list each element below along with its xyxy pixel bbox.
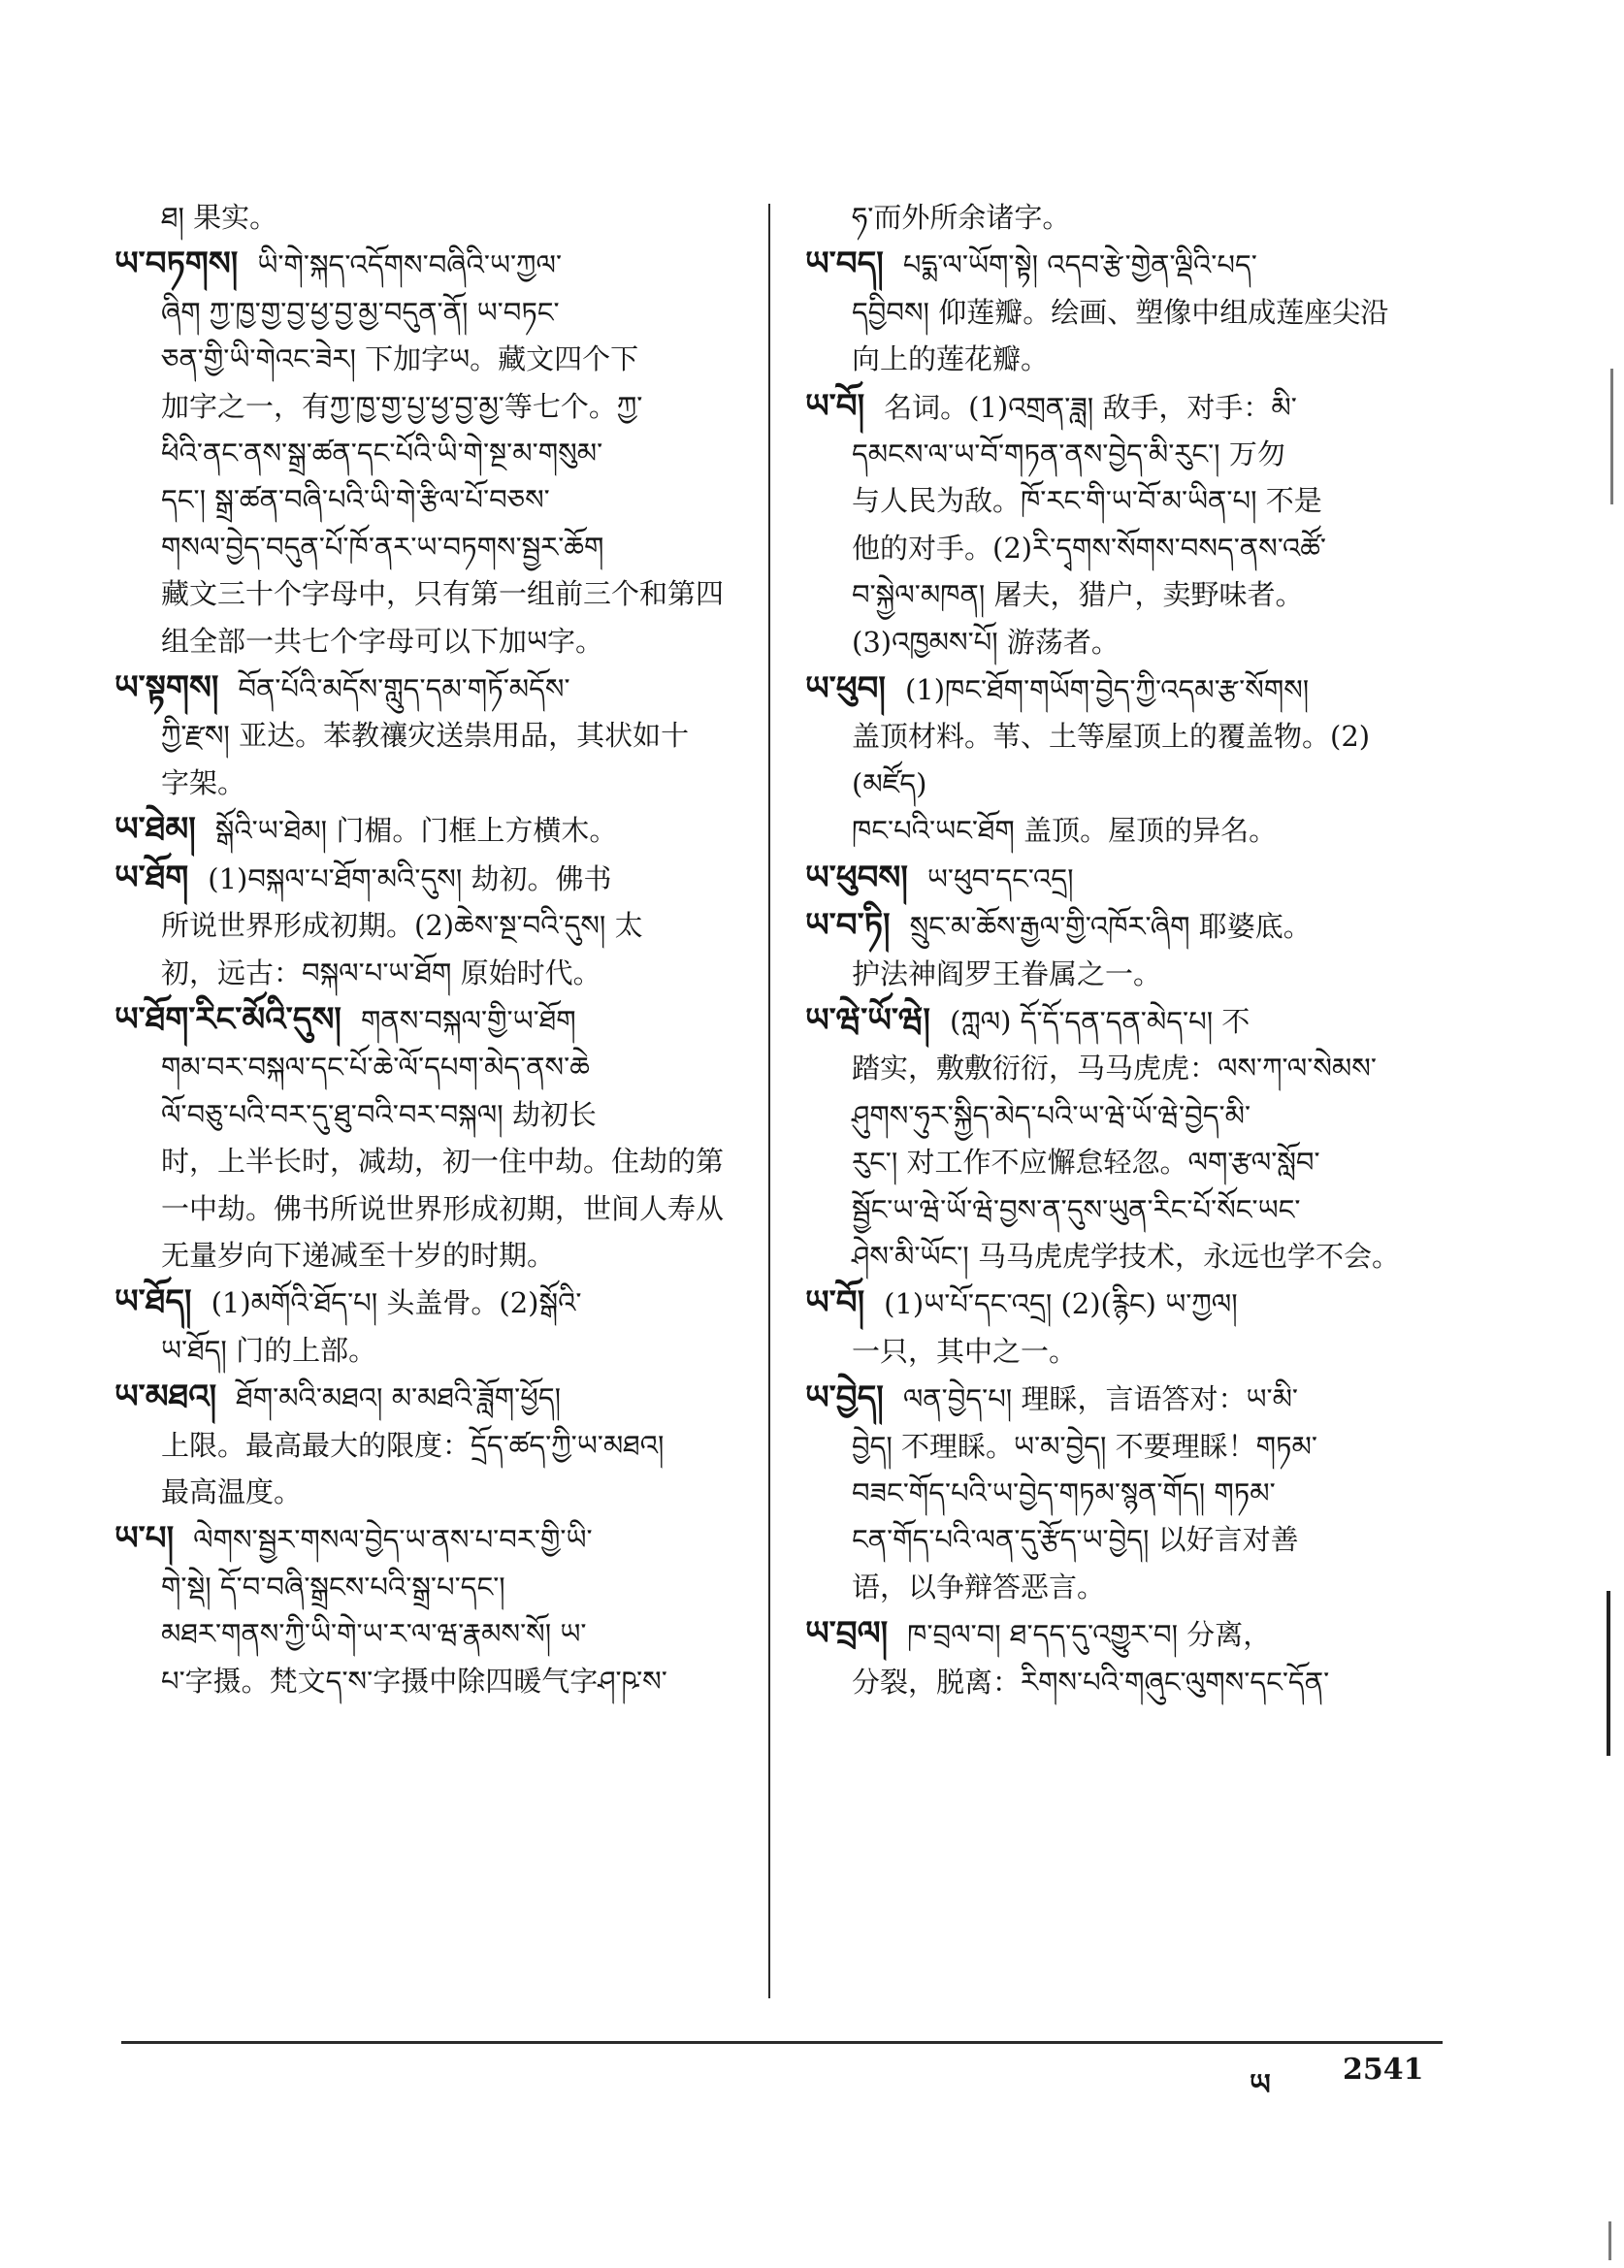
entry-headword: ཡ་བཏགས། [114,244,239,284]
entry-definition: (1)མགོའི་ཐོད་པ། 头盖骨。(2)སྒོའི་ [211,1286,582,1320]
entry-line: 踏实，敷敷衍衍，马马虎虎：ལས་ཀ་ལ་སེམས་ [852,1052,1377,1085]
entry-headword: ཡ་ཝེ་ཡོ་ཝེ། [805,1000,930,1040]
entry-line: 盖顶材料。苇、土等屋顶上的覆盖物。(2)(མཛོད) [852,720,1371,800]
entry-line: 一中劫。佛书所说世界形成初期，世间人寿从 [161,1191,725,1225]
entry-line: 无量岁向下递减至十岁的时期。 [161,1238,556,1272]
entry-line: ལོ་བཅུ་པའི་བར་དུ་ཐུ་བའི་བར་བསྐལ། 劫初长 [161,1097,597,1131]
dictionary-entry [805,1280,1436,1375]
entry-definition: པདྨ་ལ་ཡོག་སྟེ། འདབ་རྩེ་གྱེན་ལྡིའི་པད་ [902,248,1257,282]
right-column [805,194,1436,1705]
entry-line: 一只，其中之一。 [852,1334,1078,1368]
entry-headword: ཡ་ཐེམ། [114,810,196,850]
page-number: 2541 [1343,2053,1424,2087]
entry-line [805,997,1436,1045]
entry-line [114,806,757,854]
dictionary-entry [114,806,757,854]
entry-line: 组全部一共七个字母可以下加ཡ字。 [161,624,604,658]
entry-headword: ཡ་སྟགས། [114,668,219,708]
entry-definition: (ཀླལ) དོ་དོ་དན་དན་མེད་པ། 不 [949,1004,1250,1038]
entry-line: ཡ་ཐོད། 门的上部。 [161,1333,377,1367]
entry-line: གེ་སྡེ། དོ་བ་བཞི་སྒྲངས་པའི་སྒྲ་པ་དང་། [161,1570,505,1604]
entry-line: ཕིའི་ནང་ནས་སྒྲ་ཚན་དང་པོའི་ཡི་གེ་སྔ་མ་གསུམ་ [161,437,603,470]
entry-line [805,1610,1436,1658]
entry-definition: ལེགས་སྦྱར་གསལ་བྱེད་ཡ་ནས་པ་བར་གྱི་ཡི་ [193,1523,593,1557]
entry-line: 字架。 [161,765,246,799]
dictionary-entry [114,664,757,806]
entry-definition: (1)ཁང་ཐོག་གཡོག་བྱེད་ཀྱི་འདམ་རྩ་སོགས། [904,673,1310,707]
entry-line: ཐ། 果实。 [161,201,278,234]
entry-line: བ་སྐྱེལ་མཁན། 屠夫，猎户，卖野味者。 [852,578,1304,612]
entry-definition: བོན་པོའི་མདོས་གླུད་དམ་གཏོ་མདོས་ [238,672,570,706]
entry-line: དབྱིབས། 仰莲瓣。绘画、塑像中组成莲座尖沿 [852,295,1389,329]
entry-line: (3)འཁྱམས་པོ། 游荡者。 [852,625,1120,659]
dictionary-entry [114,1515,757,1704]
entry-headword: ཡ་ཐོག་རིང་མོའི་དུས། [114,999,341,1039]
entry-line: ངན་གོད་པའི་ལན་དུ་རྩོད་ཡ་བྱེད། 以好言对善 [852,1523,1299,1557]
entry-definition: སྒོའི་ཡ་ཐེམ། 门楣。门框上方横木。 [214,814,618,848]
entry-definition: ཡི་གེ་སྐད་འདོགས་བཞིའི་ཡ་ཀྱལ་ [257,248,563,282]
dictionary-entry [114,1279,757,1374]
column-divider [768,204,770,1998]
entry-line: ཞིག ཀྱ་ཁྱ་གྱ་བྱ་ཕྱ་བྱ་མྱ་བདུན་ནོ། ཡ་བཏང་ [161,295,560,329]
entry-definition: ལན་བྱེད་པ། 理睬，言语答对：ཡ་མི་ [902,1382,1299,1416]
dictionary-entry [805,997,1436,1280]
left-column [114,194,757,1704]
entry-line: 与人民为敌。ཁོ་རང་གི་ཡ་བོ་མ་ཡིན་པ། 不是 [852,484,1322,518]
entry-line: ཧ་而外所余诸字。 [852,201,1071,234]
entry-line: ཤེས་མི་ཡོང་། 马马虎虎学技术，永远也学不会。 [852,1239,1400,1273]
entry-line: བཟང་གོད་པའི་ཡ་བྱེད་གཏམ་སྙན་གོད། གཏམ་ [852,1475,1276,1509]
entry-line [114,996,757,1044]
entry-line: གམ་བར་བསྐལ་དང་པོ་ཆེ་ལོ་དཔག་མེད་ནས་ཆེ [161,1051,590,1085]
entry-line: 加字之一，有ཀྱ་ཁྱ་གྱ་པྱ་ཕྱ་བྱ་མྱ་等七个。ཀྱ་ [161,389,643,423]
dictionary-entry [114,855,757,996]
dictionary-entry [114,996,757,1279]
entry-line: 所说世界形成初期。(2)ཆེས་སྔ་བའི་དུས། 太 [161,909,643,943]
entry-definition: སྲུང་མ་ཆོས་རྒྱལ་གྱི་འཁོར་ཞིག 耶婆底。 [909,910,1312,944]
entry-line [805,1375,1436,1422]
footer-rule [121,2041,1443,2044]
entry-line: 初，远古：བསྐལ་པ་ཡ་ཐོག 原始时代。 [161,956,601,989]
dictionary-entry [805,1610,1436,1705]
entry-line: ཤུགས་ཧུར་སྐྱིད་མེད་པའི་ཡ་ཝེ་ཡོ་ཝེ་བྱེད་མི་ [852,1098,1251,1132]
entry-line: པ་字摄。梵文ད་ས་字摄中除四暖气字ཤ་ཥ་ས་ [161,1664,667,1698]
entry-headword: ཡ་བོ། [805,386,865,426]
margin-mark [1608,2221,1611,2260]
entry-headword: ཡ་ཐོག [114,858,189,897]
dictionary-entry [805,383,1436,665]
entry-line [805,383,1436,431]
entry-line [114,1279,757,1326]
entry-line: དམངས་ལ་ཡ་བོ་གཏན་ནས་བྱེད་མི་རུང་། 万勿 [852,437,1285,471]
entry-definition: 名词。(1)འགྲན་ཟླ། 敌手，对手：མི་ [884,390,1297,424]
dictionary-entry [114,194,757,241]
entry-line: རུང་། 对工作不应懈怠轻忽。ལག་རྩལ་སློབ་ [852,1146,1320,1180]
entry-line: 上限。最高最大的限度：དྲོད་ཚད་ཀྱི་ཡ་མཐའ། [161,1428,665,1462]
entry-definition: (1)ཡ་པོ་དང་འདྲ། (2)(རྙིང) ཡ་ཀྱལ། [884,1287,1238,1321]
entry-line: དང་། སྒྲ་ཚན་བཞི་པའི་ཡི་གེ་རྩིལ་པོ་བཅས་ [161,483,550,517]
entry-line [805,241,1436,288]
footer-section-letter: ཡ [1250,2068,1271,2102]
entry-line [805,902,1436,950]
entry-line: བྱེད། 不理睬。ཡ་མ་བྱེད། 不要理睬！གཏམ་ [852,1429,1317,1463]
dictionary-entry [805,194,1436,241]
entry-definition: ཡ་ཕུབ་དང་འདྲ། [926,861,1074,895]
entry-definition: ཁ་བྲལ་བ། ཐ་དད་དུ་འགྱུར་བ། 分离， [907,1618,1272,1652]
entry-headword: ཡ་བ་ཏི། [805,906,891,946]
dictionary-entry [805,855,1436,902]
entry-line [805,1280,1436,1327]
entry-line: 语，以争辩答恶言。 [852,1570,1106,1604]
margin-mark [1610,369,1613,504]
entry-headword: ཡ་མཐའ། [114,1377,217,1417]
entry-headword: ཡ་ཐོད། [114,1282,192,1322]
entry-headword: ཡ་ཕུབ། [805,669,886,709]
entry-line [114,241,757,288]
entry-line [805,855,1436,902]
entry-line [114,855,757,902]
entry-headword: ཡ་ཕུབས། [805,858,908,897]
entry-line: 藏文三十个字母中，只有第一组前三个和第四 [161,577,725,611]
entry-headword: ཡ་བྱེད། [805,1378,884,1418]
dictionary-entry [805,241,1436,382]
dictionary-entry [114,241,757,664]
entry-line [114,1515,757,1563]
entry-line: 时，上半长时，减劫，初一住中劫。住劫的第 [161,1145,725,1179]
entry-definition: (1)བསྐལ་པ་ཐོག་མའི་དུས། 劫初。佛书 [208,861,612,895]
entry-headword: ཡ་བོ། [805,1283,865,1323]
entry-line [805,665,1436,713]
dictionary-entry [805,665,1436,855]
entry-line: ཅན་གྱི་ཡི་གེའང་ཟེར། 下加字ཡ。藏文四个下 [161,342,639,376]
entry-definition: ཐོག་མའི་མཐའ། མ་མཐའི་ཟློག་ཕྱོད། [236,1381,562,1415]
dictionary-entry [805,902,1436,997]
dictionary-entry [114,1374,757,1515]
entry-headword: ཡ་བྲལ། [805,1614,889,1654]
entry-line: 分裂，脱离：རིགས་པའི་གཞུང་ལུགས་དང་དོན་ [852,1665,1330,1699]
entry-line: ཁང་པའི་ཡང་ཐོག 盖顶。屋顶的异名。 [852,814,1278,848]
entry-line: ཀྱི་རྫས། 亚达。苯教禳灾送祟用品，其状如十 [161,719,690,753]
entry-definition: གནས་བསྐལ་གྱི་ཡ་ཐོག [360,1003,576,1037]
entry-headword: ཡ་བད། [805,244,884,284]
entry-line: 护法神阎罗王眷属之一。 [852,956,1162,990]
dictionary-entry [805,1375,1436,1610]
margin-mark [1607,1591,1610,1756]
entry-line: 他的对手。(2)རི་དྭགས་སོགས་བསད་ནས་འཚོ་ [852,531,1326,565]
entry-line [114,1374,757,1421]
entry-line: མཐར་གནས་ཀྱི་ཡི་གེ་ཡ་ར་ལ་ཝ་རྣམས་སོ། ཡ་ [161,1617,587,1651]
entry-line: 向上的莲花瓣。 [852,342,1050,376]
entry-headword: ཡ་པ། [114,1519,175,1559]
entry-line [114,664,757,712]
entry-line: 最高温度。 [161,1474,303,1508]
entry-line: སྦྱོང་ཡ་ཝེ་ཡོ་ཝེ་བྱས་ན་དུས་ཡུན་རིང་པོ་སོང་ཡང་ [852,1192,1301,1226]
entry-line: གསལ་བྱེད་བདུན་པོ་ཁོ་ནར་ཡ་བཏགས་སྦྱར་ཆོག [161,530,604,564]
